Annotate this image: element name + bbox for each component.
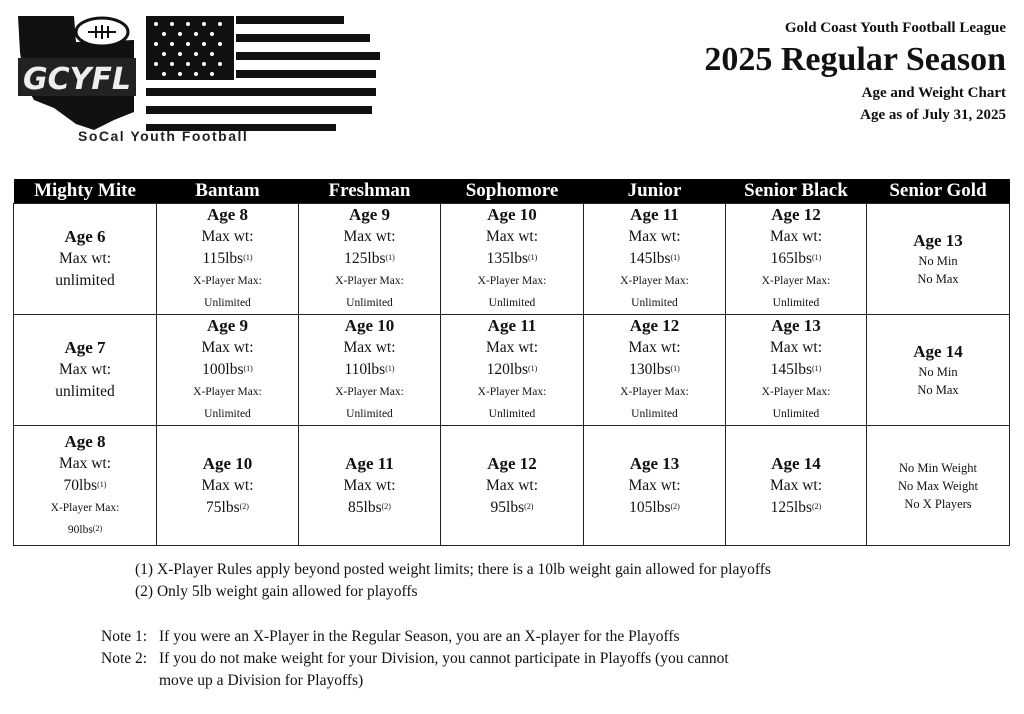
max-weight-value — [157, 248, 298, 270]
x-player-value: Unlimited — [772, 297, 820, 309]
logo-graphic-icon — [14, 12, 384, 132]
note-2 — [101, 648, 749, 692]
max-weight-value — [441, 248, 583, 270]
max-weight-value — [584, 497, 725, 519]
max-weight-value — [157, 497, 298, 519]
x-player-value: Unlimited — [346, 408, 393, 420]
x-player-label: X-Player Max: — [50, 501, 120, 514]
table-cell — [867, 426, 1010, 546]
age-cutoff-date: Age as of July 31, 2025 — [860, 107, 1006, 123]
max-weight-value: unlimited — [55, 383, 115, 400]
max-weight-rule: No Max — [917, 272, 959, 286]
weight-value: 100lbs — [202, 361, 244, 378]
weight-value: 70lbs — [63, 476, 98, 494]
age-label: Age 12 — [629, 316, 680, 335]
max-weight-label: Max wt: — [628, 339, 681, 356]
table-cell — [726, 315, 867, 426]
weight-value: 110lbs — [344, 361, 386, 378]
table-row — [14, 315, 1010, 426]
table-cell — [157, 204, 299, 315]
table-cell — [14, 426, 157, 546]
table-cell — [584, 315, 726, 426]
x-player-label: X-Player Max: — [477, 386, 547, 398]
min-weight-rule: No Min — [918, 254, 958, 268]
age-label: Age 13 — [771, 316, 821, 335]
age-label: Age 10 — [344, 316, 395, 335]
max-weight-value — [299, 497, 440, 519]
max-weight-label: Max wt: — [769, 476, 823, 494]
chart-subtitle: Age and Weight Chart — [861, 85, 1006, 101]
max-weight-value — [726, 248, 866, 270]
age-label: Age 14 — [913, 342, 963, 361]
column-header-bantam: Bantam — [157, 179, 299, 204]
table-cell — [157, 315, 299, 426]
page-title: 2025 Regular Season — [704, 41, 1006, 78]
age-label: Age 13 — [629, 453, 680, 473]
min-weight-rule: No Min Weight — [899, 460, 977, 475]
max-weight-label: Max wt: — [58, 250, 112, 267]
table-cell — [441, 315, 584, 426]
footnote-ref: (2) — [381, 501, 391, 511]
table-cell — [14, 204, 157, 315]
column-header-senior-black: Senior Black — [726, 179, 867, 204]
max-weight-value — [299, 359, 440, 381]
max-weight-value — [584, 248, 725, 270]
max-weight-label: Max wt: — [628, 476, 681, 494]
league-name: Gold Coast Youth Football League — [784, 20, 1006, 36]
max-weight-label: Max wt: — [201, 228, 254, 245]
x-player-label: X-Player Max: — [335, 275, 404, 287]
age-label: Age 8 — [206, 205, 249, 224]
note-text: If you were an X-Player in the Regular Season, you are an X-player for the Playoffs — [159, 628, 680, 645]
weight-value: 130lbs — [629, 361, 671, 378]
table-row — [14, 426, 1010, 546]
footnote-1: (1) X-Player Rules apply beyond posted weight limits; there is a 10lb weight gain allowed for playoffs — [135, 561, 771, 578]
table-cell — [867, 315, 1010, 426]
logo-tagline: SoCal Youth Football — [78, 128, 249, 144]
weight-value: 145lbs — [629, 250, 671, 267]
footnote-ref: (1) — [385, 253, 395, 262]
footnote-ref: (2) — [239, 501, 249, 511]
max-weight-label: Max wt: — [343, 339, 396, 356]
x-player-value: Unlimited — [488, 408, 536, 420]
footnote-2: (2) Only 5lb weight gain allowed for playoffs — [135, 583, 418, 600]
document-header — [704, 18, 1006, 126]
x-player-label: X-Player Max: — [193, 275, 262, 287]
max-weight-value: unlimited — [55, 272, 115, 289]
age-label: Age 11 — [487, 316, 537, 335]
max-weight-label: Max wt: — [769, 228, 823, 245]
age-label: Age 6 — [64, 227, 106, 246]
x-player-label: X-Player Max: — [620, 386, 689, 398]
max-weight-label: Max wt: — [201, 476, 254, 494]
table-cell — [14, 315, 157, 426]
max-weight-label: Max wt: — [343, 228, 396, 245]
age-label: Age 12 — [771, 205, 821, 224]
weight-value: 125lbs — [770, 498, 812, 516]
note-label: Note 1: — [101, 628, 148, 645]
max-weight-value — [726, 359, 866, 381]
max-weight-value — [726, 497, 866, 519]
x-player-value: Unlimited — [631, 408, 678, 420]
table-cell — [299, 426, 441, 546]
x-player-label: X-Player Max: — [761, 275, 831, 287]
age-label: Age 7 — [64, 338, 106, 357]
table-cell — [157, 426, 299, 546]
weight-value: 105lbs — [629, 498, 671, 516]
weight-value: 90lbs — [67, 523, 93, 536]
x-player-value: Unlimited — [346, 297, 393, 309]
weight-value: 135lbs — [486, 250, 528, 267]
table-cell — [726, 426, 867, 546]
note-text: If you do not make weight for your Division, you cannot participate in Playoffs (you cannot move up a Division for Playoffs) — [159, 650, 729, 689]
svg-text:GCYFL: GCYFL — [23, 62, 131, 97]
table-row — [14, 204, 1010, 315]
max-weight-value — [441, 497, 583, 519]
weight-value: 120lbs — [486, 361, 528, 378]
footnote-ref: (2) — [92, 523, 103, 533]
max-weight-label: Max wt: — [485, 228, 539, 245]
age-label: Age 13 — [913, 231, 963, 250]
min-weight-rule: No Min — [918, 365, 958, 379]
footnote-ref: (1) — [243, 253, 253, 262]
age-label: Age 8 — [64, 431, 106, 451]
max-weight-label: Max wt: — [58, 361, 112, 378]
table-cell — [441, 426, 584, 546]
max-weight-value — [157, 359, 298, 381]
x-player-value: Unlimited — [488, 297, 536, 309]
max-weight-label: Max wt: — [769, 339, 823, 356]
x-player-value: Unlimited — [204, 408, 251, 420]
notes — [101, 626, 749, 692]
max-weight-label: Max wt: — [485, 476, 539, 494]
footnote-ref: (1) — [670, 253, 680, 262]
column-header-freshman: Freshman — [299, 179, 441, 204]
footnote-ref: (1) — [670, 364, 680, 373]
max-weight-value — [299, 248, 440, 270]
footnote-ref: (1) — [812, 364, 822, 373]
footnote-ref: (1) — [812, 253, 822, 262]
max-weight-value — [584, 359, 725, 381]
footnotes — [135, 559, 771, 603]
weight-value: 85lbs — [348, 498, 382, 516]
weight-value: 115lbs — [202, 250, 244, 267]
column-header-mighty-mite: Mighty Mite — [14, 179, 157, 204]
table-cell — [584, 204, 726, 315]
table-cell — [441, 204, 584, 315]
age-label: Age 9 — [206, 316, 249, 335]
weight-value: 145lbs — [770, 361, 812, 378]
max-weight-rule: No Max — [917, 383, 959, 397]
league-logo — [14, 12, 384, 147]
max-weight-value — [441, 359, 583, 381]
x-player-label: X-Player Max: — [620, 275, 689, 287]
table-cell — [299, 204, 441, 315]
age-label: Age 11 — [630, 205, 679, 224]
max-weight-label: Max wt: — [58, 454, 112, 472]
x-player-value: Unlimited — [631, 297, 678, 309]
weight-value: 95lbs — [490, 498, 525, 516]
max-weight-label: Max wt: — [201, 339, 254, 356]
x-player-value: Unlimited — [204, 297, 251, 309]
footnote-ref: (1) — [97, 479, 107, 489]
table-cell — [867, 204, 1010, 315]
max-weight-value — [14, 475, 156, 497]
footnote-ref: (1) — [243, 364, 253, 373]
column-header-senior-gold: Senior Gold — [867, 179, 1010, 204]
weight-value: 125lbs — [344, 250, 386, 267]
x-player-label: X-Player Max: — [335, 386, 404, 398]
age-label: Age 10 — [487, 205, 537, 224]
note-1 — [101, 626, 749, 648]
x-player-label: X-Player Max: — [477, 275, 547, 287]
footnote-ref: (1) — [385, 364, 395, 373]
footnote-ref: (2) — [812, 501, 822, 511]
column-header-sophomore: Sophomore — [441, 179, 584, 204]
age-label: Age 11 — [345, 453, 394, 473]
age-label: Age 14 — [771, 453, 821, 473]
table-cell — [299, 315, 441, 426]
weight-value: 165lbs — [770, 250, 812, 267]
x-player-value — [14, 519, 156, 541]
note-label: Note 2: — [101, 650, 148, 667]
table-header-row — [14, 179, 1010, 204]
table-cell — [726, 204, 867, 315]
age-weight-table — [13, 179, 1010, 546]
age-label: Age 10 — [202, 453, 253, 473]
age-label: Age 12 — [487, 453, 537, 473]
footnote-ref: (2) — [670, 501, 680, 511]
weight-value: 75lbs — [206, 498, 240, 516]
table-cell — [584, 426, 726, 546]
age-label: Age 9 — [348, 205, 391, 224]
column-header-junior: Junior — [584, 179, 726, 204]
max-weight-rule: No Max Weight — [897, 478, 978, 493]
footnote-ref: (2) — [524, 501, 534, 511]
footnote-ref: (1) — [528, 253, 538, 262]
x-player-label: X-Player Max: — [761, 386, 831, 398]
x-player-label: X-Player Max: — [193, 386, 262, 398]
x-player-value: Unlimited — [772, 408, 820, 420]
max-weight-label: Max wt: — [628, 228, 681, 245]
max-weight-label: Max wt: — [343, 476, 396, 494]
footnote-ref: (1) — [528, 364, 538, 373]
x-player-rule: No X Players — [904, 496, 972, 511]
max-weight-label: Max wt: — [485, 339, 539, 356]
